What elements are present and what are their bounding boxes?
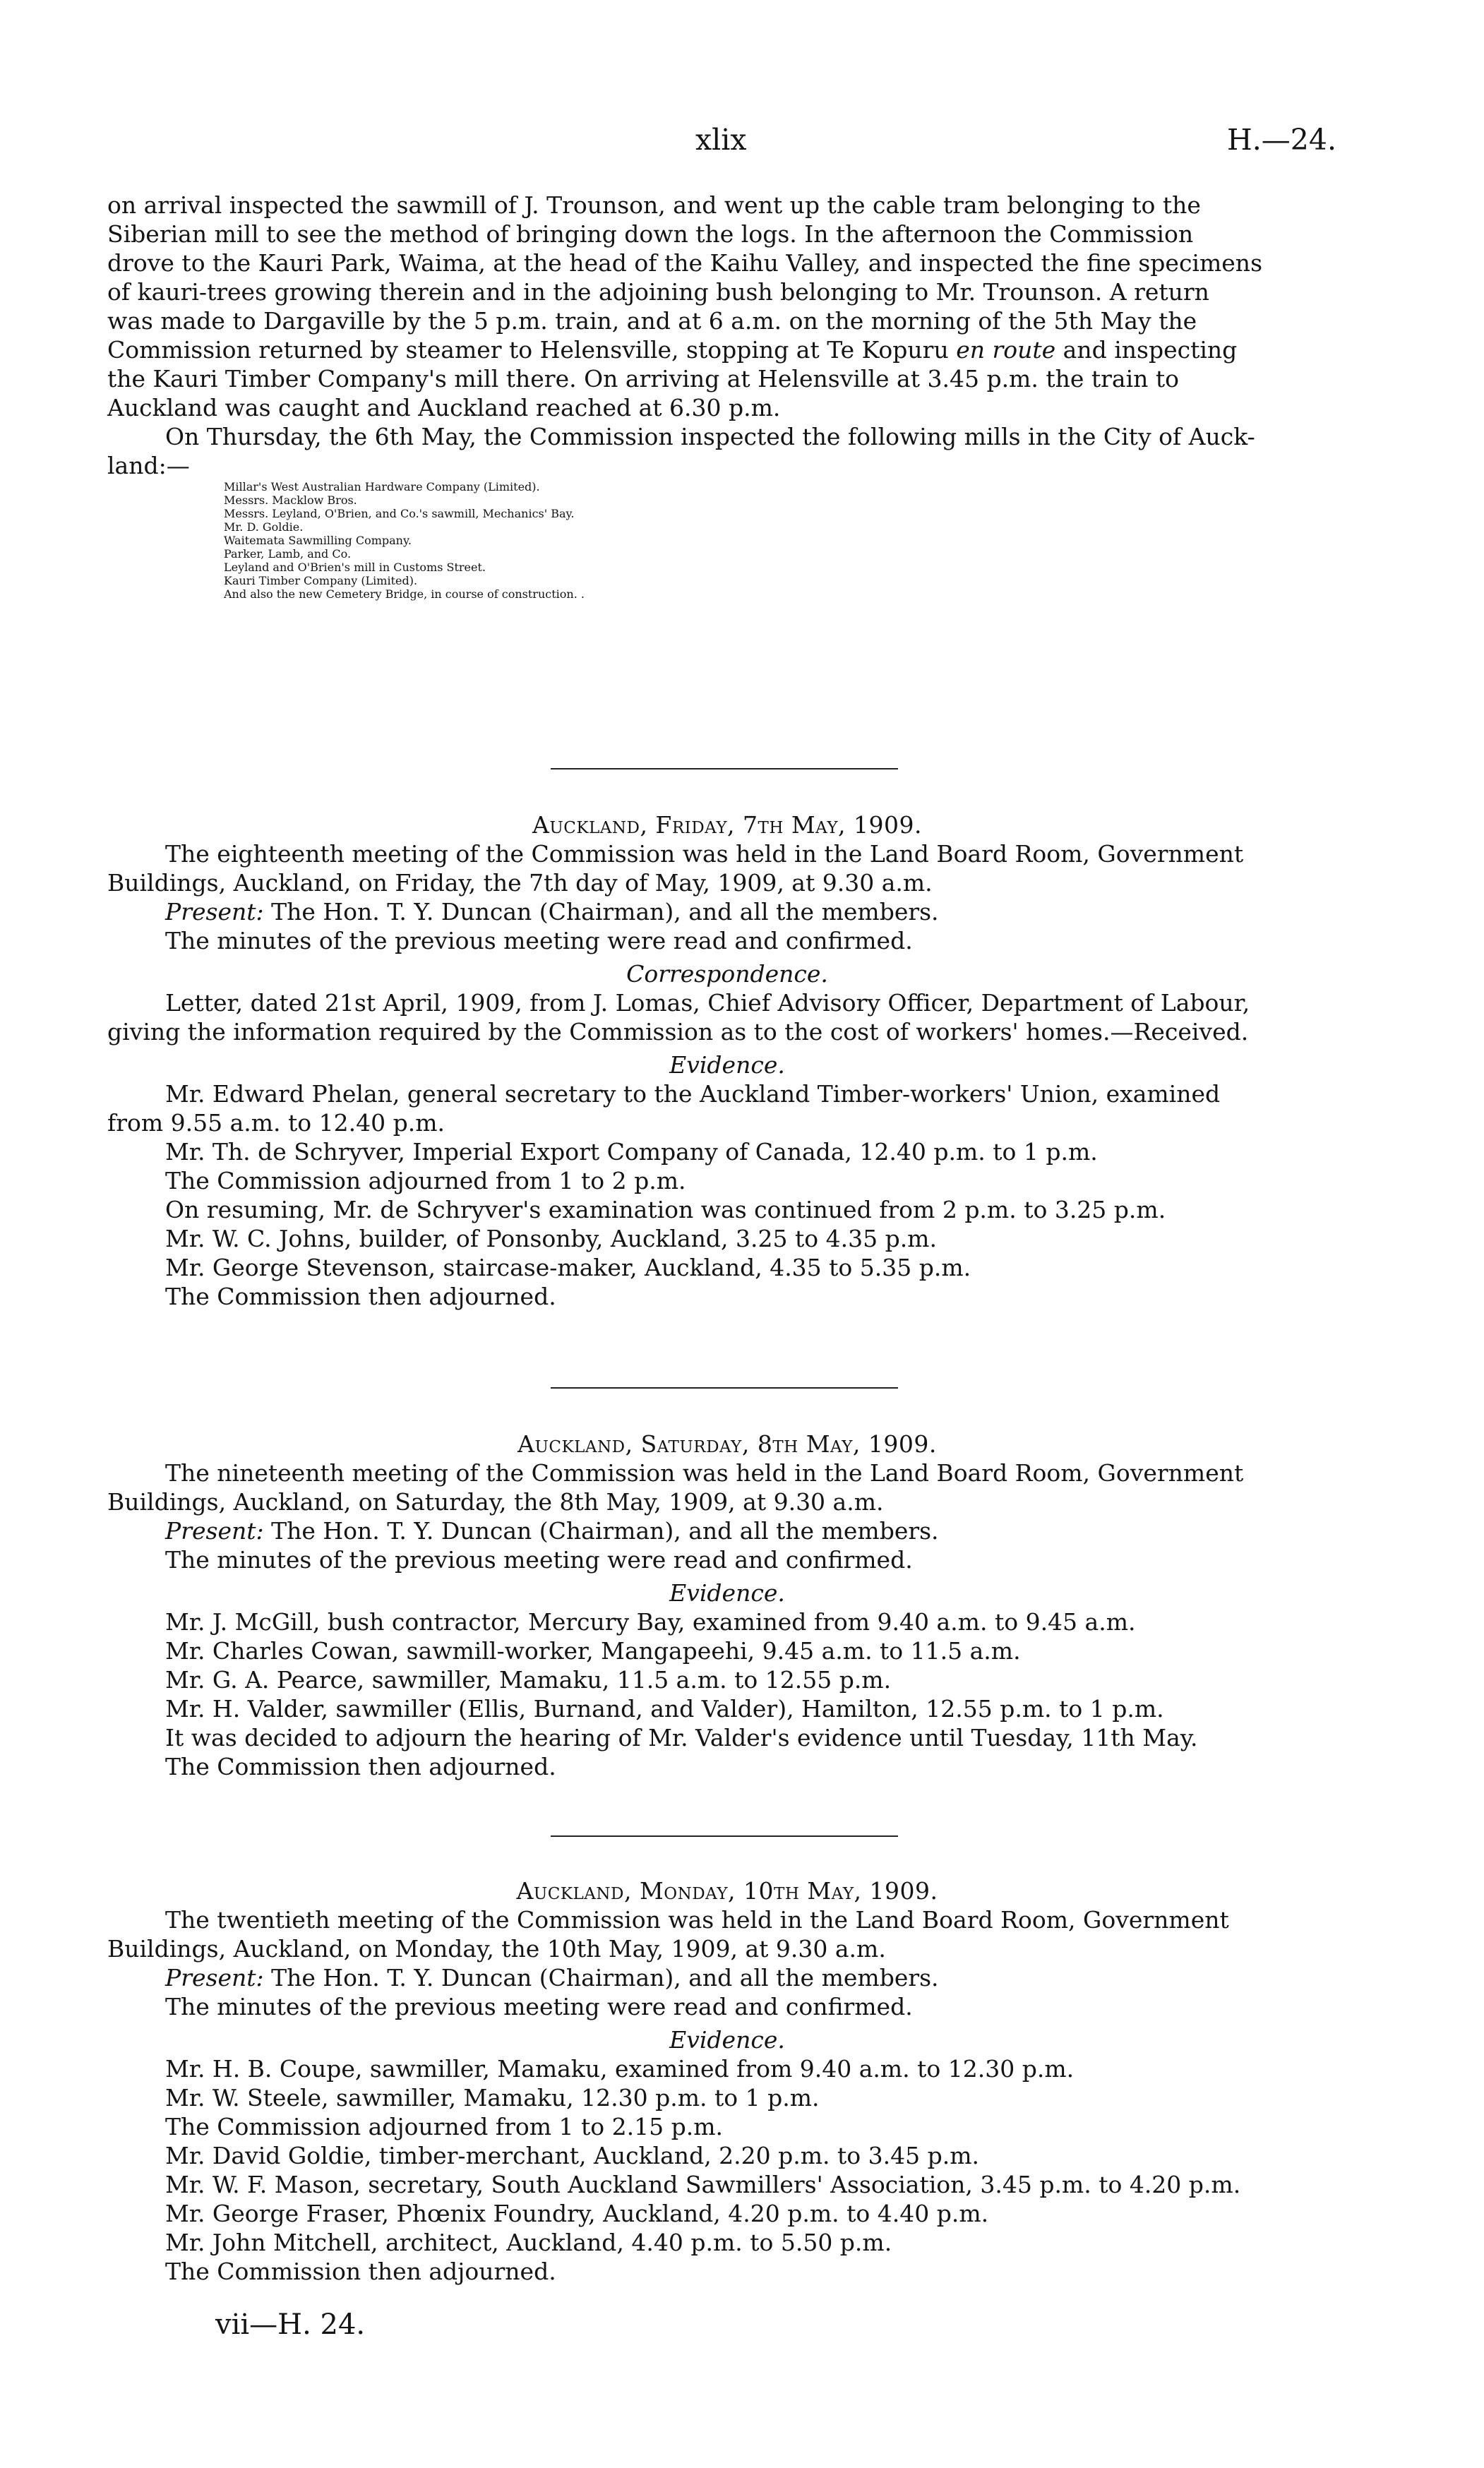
evidence-entry: Mr. G. A. Pearce, sawmiller, Mamaku, 11.5 a.m. to 12.55 p.m. (165, 1666, 892, 1694)
meeting-line: Buildings, Auckland, on Monday, the 10th May, 1909, at 9.30 a.m. (107, 1935, 886, 1963)
present-line: Present: The Hon. T. Y. Duncan (Chairman), and all the members. (165, 898, 939, 926)
page-numeral: xlix (695, 123, 747, 157)
meeting-line: Buildings, Auckland, on Friday, the 7th day of May, 1909, at 9.30 a.m. (107, 869, 933, 897)
evidence-entry: The Commission adjourned from 1 to 2.15 p.m. (165, 2113, 724, 2140)
intro-line: the Kauri Timber Company's mill there. On arriving at Helensville at 3.45 p.m. the train to (107, 365, 1179, 393)
intro-line: on arrival inspected the sawmill of J. Trounson, and went up the cable tram belonging to the (107, 191, 1201, 219)
evidence-entry: The Commission then adjourned. (165, 1753, 556, 1780)
evidence-line: Mr. Edward Phelan, general secretary to the Auckland Timber-workers' Union, examined (165, 1080, 1221, 1108)
mill-item: Parker, Lamb, and Co. (224, 547, 352, 561)
evidence-entry: On resuming, Mr. de Schryver's examination was continued from 2 p.m. to 3.25 p.m. (165, 1196, 1166, 1223)
italic-phrase: en route (956, 336, 1056, 364)
intro-line: Auckland was caught and Auckland reached at 6.30 p.m. (107, 394, 781, 421)
report-reference: H.—24. (1227, 123, 1336, 157)
evidence-entry: Mr. W. F. Mason, secretary, South Auckland Sawmillers' Association, 3.45 p.m. to 4.20 p.m. (165, 2171, 1241, 2198)
mill-item: Leyland and O'Brien's mill in Customs Street. (224, 561, 486, 574)
minutes-line: The minutes of the previous meeting were read and confirmed. (165, 1993, 913, 2020)
intro-line: Commission returned by steamer to Helensville, stopping at Te Kopuru en route and inspecting (107, 336, 1238, 364)
present-line: Present: The Hon. T. Y. Duncan (Chairman), and all the members. (165, 1964, 939, 1991)
minutes-line: The minutes of the previous meeting were read and confirmed. (165, 1546, 913, 1574)
evidence-entry: Mr. George Stevenson, staircase-maker, Auckland, 4.35 to 5.35 p.m. (165, 1254, 971, 1281)
intro-line: Siberian mill to see the method of bringing down the logs. In the afternoon the Commission (107, 220, 1194, 248)
meeting-line: The nineteenth meeting of the Commission was held in the Land Board Room, Government (165, 1459, 1244, 1487)
evidence-entry: Mr. H. Valder, sawmiller (Ellis, Burnand, and Valder), Hamilton, 12.55 p.m. to 1 p.m. (165, 1695, 1164, 1723)
evidence-heading: Evidence. (669, 2026, 785, 2054)
meeting-date: Auckland, Monday, 10th May, 1909. (516, 1877, 938, 1905)
evidence-line: from 9.55 a.m. to 12.40 p.m. (107, 1109, 445, 1137)
mill-item: And also the new Cemetery Bridge, in course of construction. . (224, 587, 585, 601)
saturday-section (107, 1430, 1347, 1781)
present-line: Present: The Hon. T. Y. Duncan (Chairman), and all the members. (165, 1517, 939, 1545)
evidence-entry: Mr. George Fraser, Phœnix Foundry, Auckland, 4.20 p.m. to 4.40 p.m. (165, 2200, 989, 2227)
section-divider (551, 1387, 898, 1389)
evidence-entry: Mr. John Mitchell, architect, Auckland, 4.40 p.m. to 5.50 p.m. (165, 2229, 892, 2256)
section-divider (551, 768, 898, 769)
mills-list (107, 480, 1347, 601)
evidence-heading: Evidence. (669, 1579, 785, 1607)
mill-item: Mr. D. Goldie. (224, 520, 304, 534)
evidence-heading: Evidence. (669, 1051, 785, 1079)
intro-line: was made to Dargaville by the 5 p.m. train, and at 6 a.m. on the morning of the 5th May the (107, 307, 1197, 335)
intro-line: of kauri-trees growing therein and in the adjoining bush belonging to Mr. Trounson. A return (107, 278, 1209, 306)
meeting-line: Buildings, Auckland, on Saturday, the 8th May, 1909, at 9.30 a.m. (107, 1488, 884, 1516)
intro-line: drove to the Kauri Park, Waima, at the head of the Kaihu Valley, and inspected the fine specimens (107, 249, 1262, 277)
meeting-date: Auckland, Saturday, 8th May, 1909. (517, 1430, 937, 1458)
evidence-entry: Mr. J. McGill, bush contractor, Mercury Bay, examined from 9.40 a.m. to 9.45 a.m. (165, 1608, 1136, 1636)
mill-item: Kauri Timber Company (Limited). (224, 574, 418, 587)
evidence-entry: The Commission then adjourned. (165, 1283, 556, 1310)
meeting-line: The twentieth meeting of the Commission was held in the Land Board Room, Government (165, 1906, 1229, 1934)
letter-line: giving the information required by the Commission as to the cost of workers' homes.—Received. (107, 1018, 1249, 1046)
minutes-line: The minutes of the previous meeting were read and confirmed. (165, 927, 913, 954)
signature-mark: vii—H. 24. (215, 2308, 366, 2341)
letter-line: Letter, dated 21st April, 1909, from J. Lomas, Chief Advisory Officer, Department of Labour, (165, 989, 1250, 1017)
mill-item: Waitemata Sawmilling Company. (224, 534, 412, 547)
thursday-line: On Thursday, the 6th May, the Commission inspected the following mills in the City of Auck- (165, 423, 1255, 450)
mill-item: Messrs. Macklow Bros. (224, 493, 357, 507)
intro-section (107, 191, 1347, 601)
monday-section (107, 1876, 1347, 2286)
mill-item: Messrs. Leyland, O'Brien, and Co.'s sawmill, Mechanics' Bay. (224, 507, 575, 520)
meeting-line: The eighteenth meeting of the Commission was held in the Land Board Room, Government (165, 840, 1244, 868)
evidence-entry: The Commission then adjourned. (165, 2258, 556, 2285)
thursday-line: land:— (107, 452, 190, 479)
mill-item: Millar's West Australian Hardware Company (Limited). (224, 480, 540, 493)
evidence-entry: It was decided to adjourn the hearing of Mr. Valder's evidence until Tuesday, 11th May. (165, 1724, 1198, 1751)
friday-section (107, 810, 1347, 1311)
evidence-entry: Mr. H. B. Coupe, sawmiller, Mamaku, examined from 9.40 a.m. to 12.30 p.m. (165, 2055, 1075, 2083)
evidence-entry: Mr. Charles Cowan, sawmill-worker, Mangapeehi, 9.45 a.m. to 11.5 a.m. (165, 1637, 1021, 1665)
evidence-entry: Mr. W. C. Johns, builder, of Ponsonby, Auckland, 3.25 to 4.35 p.m. (165, 1225, 937, 1252)
correspondence-heading: Correspondence. (626, 960, 828, 988)
meeting-date: Auckland, Friday, 7th May, 1909. (532, 811, 922, 839)
evidence-entry: Mr. David Goldie, timber-merchant, Auckland, 2.20 p.m. to 3.45 p.m. (165, 2142, 980, 2169)
section-divider (551, 1835, 898, 1837)
evidence-entry: The Commission adjourned from 1 to 2 p.m. (165, 1167, 686, 1194)
evidence-entry: Mr. W. Steele, sawmiller, Mamaku, 12.30 p.m. to 1 p.m. (165, 2084, 820, 2111)
evidence-entry: Mr. Th. de Schryver, Imperial Export Company of Canada, 12.40 p.m. to 1 p.m. (165, 1138, 1098, 1166)
